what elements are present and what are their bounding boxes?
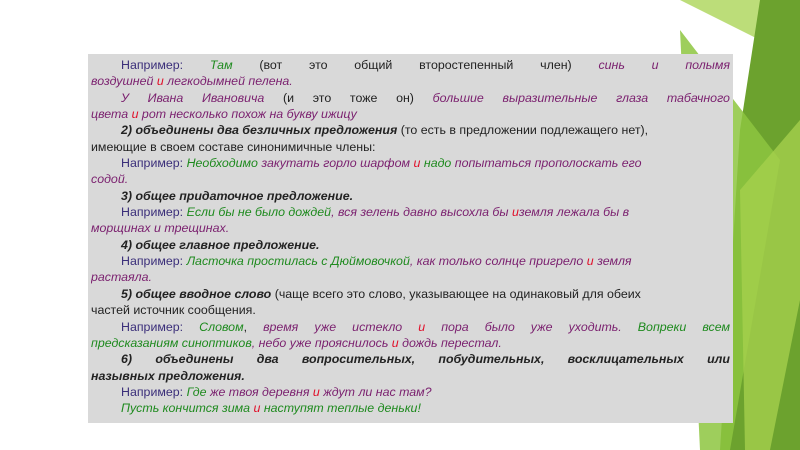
subject: большие bbox=[432, 90, 484, 105]
text-line-9 bbox=[91, 188, 730, 204]
example-label: Например: bbox=[121, 254, 184, 269]
plain-text: , bbox=[243, 319, 248, 334]
rule-heading: 2) объединены два безличных предложения bbox=[121, 123, 398, 138]
rule-heading: 6) bbox=[121, 352, 133, 367]
subject: воздушней bbox=[91, 74, 154, 89]
rule-heading: восклицательных bbox=[567, 352, 684, 367]
subject: уже bbox=[530, 319, 553, 334]
plain-text: это bbox=[312, 90, 332, 105]
conjunction: и bbox=[391, 335, 399, 350]
text-line-21 bbox=[91, 384, 730, 400]
example-label: Например: bbox=[121, 384, 184, 399]
predicate: Словом bbox=[199, 319, 244, 334]
text-line-15 bbox=[91, 286, 730, 302]
example-label: Например: bbox=[121, 205, 184, 220]
subject: рот несколько похож на букву ижицу bbox=[141, 107, 357, 122]
example-label: Например: bbox=[121, 319, 184, 334]
subject: время bbox=[263, 319, 299, 334]
rule-heading: вопросительных, bbox=[301, 352, 416, 367]
conjunction: и bbox=[511, 205, 519, 220]
text-line-5 bbox=[91, 122, 730, 138]
subject: уходить. bbox=[568, 319, 622, 334]
plain-text: частей источник сообщения. bbox=[91, 303, 256, 318]
plain-text: второстепенный bbox=[419, 58, 514, 72]
subject: земля лежала бы в bbox=[518, 205, 630, 220]
text-line-22 bbox=[91, 400, 730, 416]
plain-text: имеющие в своем составе синонимичные члены: bbox=[91, 139, 376, 154]
plain-text: (то есть в предложении подлежащего нет), bbox=[400, 123, 649, 138]
text-line-20 bbox=[91, 368, 730, 384]
conjunction: и bbox=[418, 319, 426, 334]
subject: же твоя деревня bbox=[209, 384, 310, 399]
subject: истекло bbox=[352, 319, 403, 334]
text-line-7 bbox=[91, 155, 730, 171]
conjunction: и bbox=[312, 384, 320, 399]
conjunction: и bbox=[651, 58, 659, 72]
text-line-16 bbox=[91, 302, 730, 318]
subject: табачного bbox=[666, 90, 730, 105]
predicate: Необходимо bbox=[186, 156, 258, 171]
predicate: предсказаниям синоптиков bbox=[91, 335, 252, 350]
rule-heading: объединены bbox=[155, 352, 234, 367]
subject: , как только солнце пригрело bbox=[409, 254, 584, 269]
predicate: Ласточка простилась с Дюймовочкой bbox=[186, 254, 410, 269]
text-line-2 bbox=[91, 73, 730, 89]
conjunction: и bbox=[156, 74, 164, 89]
text-line-12 bbox=[91, 237, 730, 253]
text-line-3 bbox=[91, 90, 730, 106]
rule-heading: 4) общее главное предложение. bbox=[121, 237, 320, 252]
text-box bbox=[88, 54, 733, 423]
subject: синь bbox=[598, 58, 625, 72]
text-line-11 bbox=[91, 220, 730, 236]
text-line-14 bbox=[91, 269, 730, 285]
plain-text: тоже bbox=[349, 90, 378, 105]
subject: цвета bbox=[91, 107, 129, 122]
conjunction: и bbox=[413, 156, 421, 171]
plain-text: (вот bbox=[259, 58, 283, 72]
subject: дождь перестал. bbox=[402, 335, 502, 350]
subject: Ивановича bbox=[201, 90, 265, 105]
rule-heading: назывных предложения. bbox=[91, 368, 245, 383]
predicate: Пусть кончится зима bbox=[121, 401, 250, 416]
rule-heading: 5) общее вводное слово bbox=[121, 286, 272, 301]
subject: уже bbox=[314, 319, 337, 334]
subject: закутать горло шарфом bbox=[261, 156, 411, 171]
conjunction: и bbox=[131, 107, 139, 122]
text-line-1 bbox=[91, 57, 730, 73]
subject: морщинах и трещинах. bbox=[91, 221, 230, 236]
rule-heading: побудительных, bbox=[438, 352, 545, 367]
plain-text: (и bbox=[282, 90, 295, 105]
example-label: Например: bbox=[121, 156, 184, 171]
plain-text: (чаще всего это слово, указывающее на одинаковый для обеих bbox=[274, 286, 641, 301]
predicate: Где bbox=[186, 384, 207, 399]
predicate: надо bbox=[423, 156, 452, 171]
example-label: Например: bbox=[121, 58, 184, 72]
subject: Ивана bbox=[147, 90, 184, 105]
predicate: наступят теплые деньки! bbox=[263, 401, 421, 416]
plain-text: это bbox=[309, 58, 328, 72]
conjunction: и bbox=[586, 254, 594, 269]
predicate: Там bbox=[209, 58, 233, 72]
subject: легкодымней пелена. bbox=[167, 74, 293, 89]
subject: глаза bbox=[616, 90, 649, 105]
text-line-4 bbox=[91, 106, 730, 122]
text-line-18 bbox=[91, 335, 730, 351]
subject: ждут ли нас там? bbox=[323, 384, 432, 399]
rule-heading: два bbox=[256, 352, 279, 367]
predicate: всем bbox=[702, 319, 730, 334]
text-line-6 bbox=[91, 139, 730, 155]
text-line-10 bbox=[91, 204, 730, 220]
subject: , вся зелень давно высохла бы bbox=[331, 205, 509, 220]
conjunction: и bbox=[253, 401, 261, 416]
subject: выразительные bbox=[502, 90, 598, 105]
text-line-17 bbox=[91, 319, 730, 335]
rule-heading: или bbox=[707, 352, 730, 367]
plain-text: общий bbox=[354, 58, 393, 72]
subject: земля bbox=[597, 254, 632, 269]
text-line-8 bbox=[91, 171, 730, 187]
subject: , небо уже прояснилось bbox=[251, 335, 389, 350]
subject: У bbox=[121, 90, 129, 105]
text-line-13 bbox=[91, 253, 730, 269]
predicate: Вопреки bbox=[637, 319, 687, 334]
subject: содой. bbox=[91, 172, 129, 187]
text-line-19 bbox=[91, 351, 730, 367]
subject: растаяла. bbox=[91, 270, 152, 285]
subject: было bbox=[484, 319, 515, 334]
plain-text: член) bbox=[540, 58, 572, 72]
rule-heading: 3) общее придаточное предложение. bbox=[121, 188, 354, 203]
subject: попытаться прополоскать его bbox=[454, 156, 642, 171]
subject: пора bbox=[441, 319, 469, 334]
plain-text: он) bbox=[396, 90, 414, 105]
subject: полымя bbox=[685, 58, 730, 72]
predicate: Если бы не было дождей bbox=[186, 205, 332, 220]
